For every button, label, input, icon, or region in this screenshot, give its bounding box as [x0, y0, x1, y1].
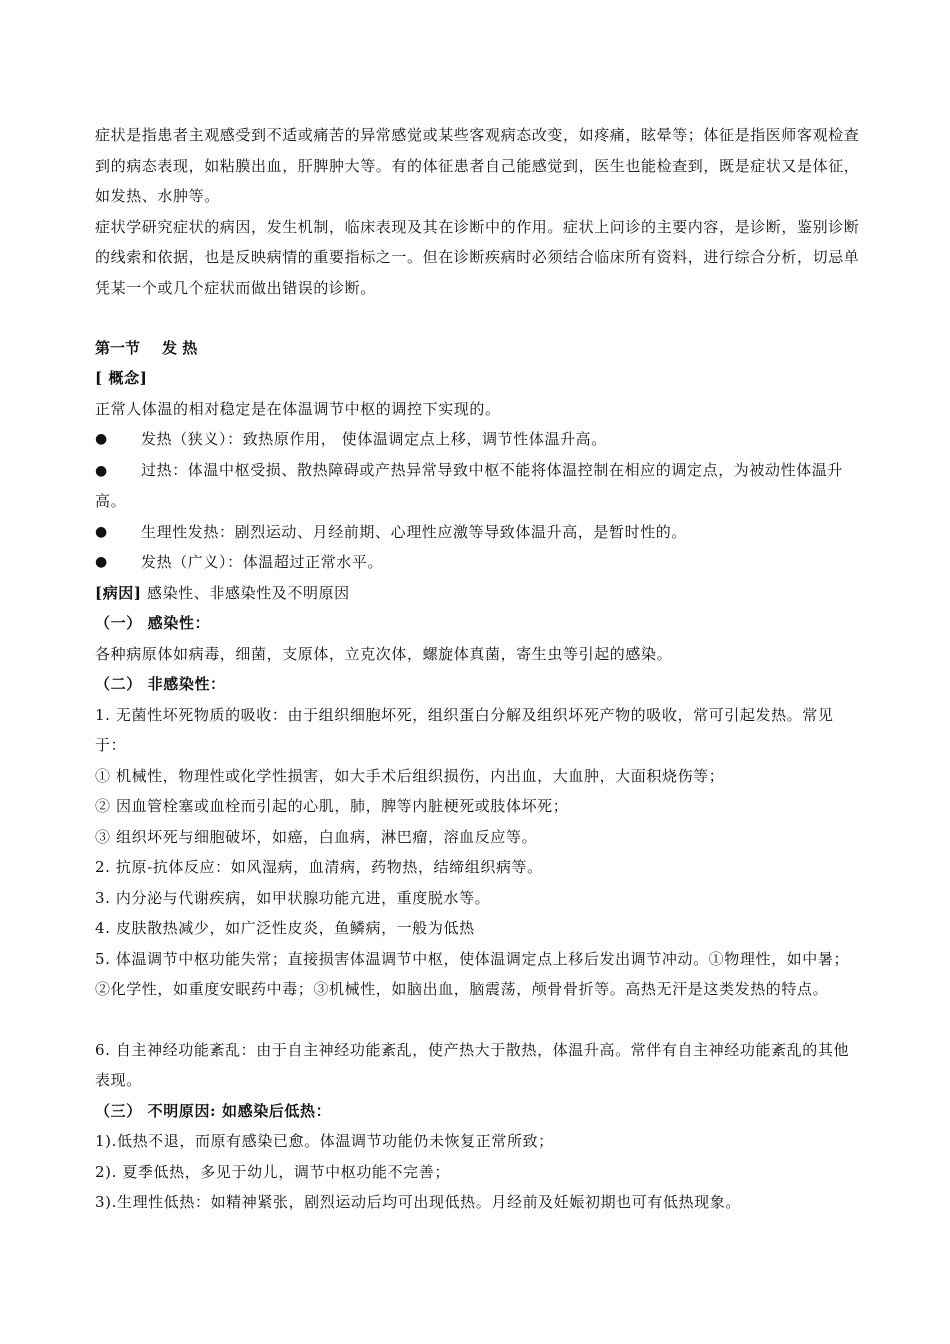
cause-text: 感染性、非感染性及不明原因	[146, 583, 350, 602]
category-2-number: （二）	[95, 675, 142, 693]
item-1: 1. 无菌性坏死物质的吸收：由于组织细胞坏死，组织蛋白分解及组织坏死产物的吸收，常可引起发热。常见于：	[95, 705, 834, 754]
bullet-dot-icon: ●	[95, 523, 108, 540]
item-1c: ③ 组织坏死与细胞破坏，如癌，白血病，淋巴瘤，溶血反应等。	[95, 827, 538, 846]
low-fever-item: 1).低热不退，而原有感染已愈。体温调节功能仍未恢复正常所致；	[95, 1132, 554, 1150]
item-2: 2. 抗原-抗体反应：如风湿病，血清病，药物热，结缔组织病等。	[95, 858, 543, 876]
section-name: 发 热	[162, 339, 198, 357]
item-1b: ② 因血管栓塞或血栓而引起的心肌，肺，脾等内脏梗死或肢体坏死；	[95, 797, 569, 815]
bullet-text: 过热：体温中枢受损、散热障碍或产热异常导致中枢不能将体温控制在相应的调定点，为被动性体温升高。	[95, 460, 844, 510]
low-fever-item: 3).生理性低热：如精神紧张，剧烈运动后均可出现低热。月经前及妊娠初期也可有低热现象。	[95, 1193, 741, 1211]
category-2-title: 非感染性：	[147, 675, 226, 693]
concept-text: 正常人体温的相对稳定是在体温调节中枢的调控下实现的。	[95, 399, 501, 418]
intro-paragraph-1: 症状是指患者主观感受到不适或痛苦的异常感觉或某些客观病态改变，如疼痛，眩晕等；体征是指医师客观检查到的病态表现，如粘膜出血，肝脾肿大等。有的体征患者自己能感觉到，医生也能检查到，既是症状又是体征，如发热、水肿等。	[95, 126, 860, 205]
bullet-item	[95, 517, 860, 548]
category-1-heading	[95, 608, 860, 639]
category-2-heading	[95, 669, 860, 700]
item-5: 5. 体温调节中枢功能失常；直接损害体温调节中枢，使体温调定点上移后发出调节冲动。①物理性，如中暑；②化学性，如重度安眠药中毒；③机械性，如脑出血，脑震荡，颅骨骨折等。高热无汗是这类发热的特点。	[95, 949, 850, 998]
low-fever-item: 2). 夏季低热，多见于幼儿，调节中枢功能不完善；	[95, 1162, 450, 1181]
category-3-number: （三）	[95, 1101, 142, 1120]
spacer	[95, 303, 860, 333]
bullet-item	[95, 424, 860, 455]
bullet-text: 发热（广义）：体温超过正常水平。	[141, 553, 384, 571]
section-heading	[95, 333, 860, 363]
concept-label: [ 概念]	[95, 369, 148, 387]
item-4: 4. 皮肤散热减少，如广泛性皮炎，鱼鳞病，一般为低热	[95, 919, 475, 937]
bullet-dot-icon: ●	[95, 462, 108, 479]
category-1-title: 感染性：	[147, 614, 211, 632]
category-1-text: 各种病原体如病毒，细菌，支原体，立克次体，螺旋体真菌，寄生虫等引起的感染。	[95, 644, 673, 663]
item-3: 3. 内分泌与代谢疾病，如甲状腺功能亢进，重度脱水等。	[95, 888, 491, 907]
category-1-number: （一）	[95, 614, 142, 632]
spacer	[95, 1005, 860, 1035]
document-page	[95, 120, 860, 1218]
bullet-dot-icon: ●	[95, 554, 108, 570]
item-1a: ① 机械性，物理性或化学性损害，如大手术后组织损伤，内出血，大血肿，大面积烧伤等；	[95, 766, 725, 785]
bullet-dot-icon: ●	[95, 431, 108, 447]
cause-line	[95, 578, 860, 609]
bullet-item	[95, 547, 860, 578]
intro-paragraph-2: 症状学研究症状的病因，发生机制，临床表现及其在诊断中的作用。症状上问诊的主要内容，是诊断，鉴别诊断的线索和依据，也是反映病情的重要指标之一。但在诊断疾病时必须结合临床所有资料，进行综合分析，切忌单凭某一个或几个症状而做出错误的诊断。	[95, 217, 860, 297]
cause-label: [病因]	[95, 583, 142, 602]
bullet-text: 发热（狭义）：致热原作用， 使体温调定点上移，调节性体温升高。	[141, 430, 607, 448]
section-number: 第一节	[95, 339, 141, 357]
category-3-title: 不明原因: 如感染后低热：	[147, 1101, 332, 1120]
bullet-text: 生理性发热：剧烈运动、月经前期、心理性应激等导致体温升高，是暂时性的。	[141, 522, 688, 541]
category-3-heading	[95, 1096, 860, 1127]
bullet-item	[95, 455, 860, 517]
item-6: 6. 自主神经功能紊乱：由于自主神经功能紊乱，使产热大于散热，体温升高。常伴有自主神经功能紊乱的其他表现。	[95, 1040, 850, 1089]
